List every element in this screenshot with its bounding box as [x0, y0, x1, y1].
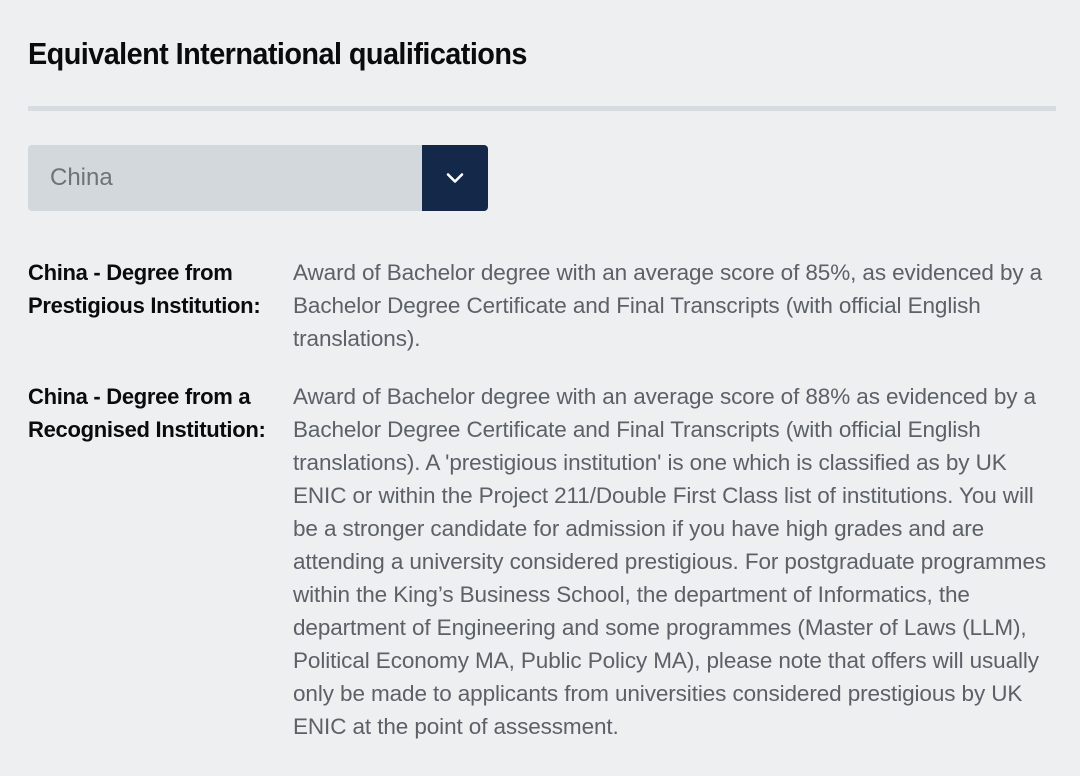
qualification-label: China - Degree from Prestigious Institution:	[28, 260, 261, 318]
section-title: Equivalent International qualifications	[28, 36, 527, 71]
country-select-value: China	[50, 164, 113, 191]
select-toggle-button[interactable]	[422, 145, 488, 211]
chevron-down-icon	[443, 166, 467, 190]
qualification-description: Award of Bachelor degree with an average score of 88% as evidenced by a Bachelor Degree Certificate and Final Transcripts (with official English translations). A 'prestigious institution' is one which is classified as by UK ENIC or within the Project 211/Double First Class list of institutions. You will be a stronger candidate for admission if you have high grades and are attending a university considered prestigious. For postgraduate programmes within the King’s Business School, the department of Informatics, the department of Engineering and some programmes (Master of Laws (LLM), Political Economy MA, Public Policy MA), please note that offers will usually only be made to applicants from universities considered prestigious by UK ENIC at the point of assessment.	[293, 384, 1047, 739]
qualification-description: Award of Bachelor degree with an average score of 85%, as evidenced by a Bachelor Degree Certificate and Final Transcripts (with official English translations).	[293, 260, 1043, 351]
qualification-row	[28, 256, 1058, 355]
qualification-label: China - Degree from a Recognised Institution:	[28, 384, 266, 442]
qualification-row	[28, 380, 1058, 743]
section-divider	[28, 106, 1056, 111]
country-select[interactable]	[28, 145, 488, 211]
